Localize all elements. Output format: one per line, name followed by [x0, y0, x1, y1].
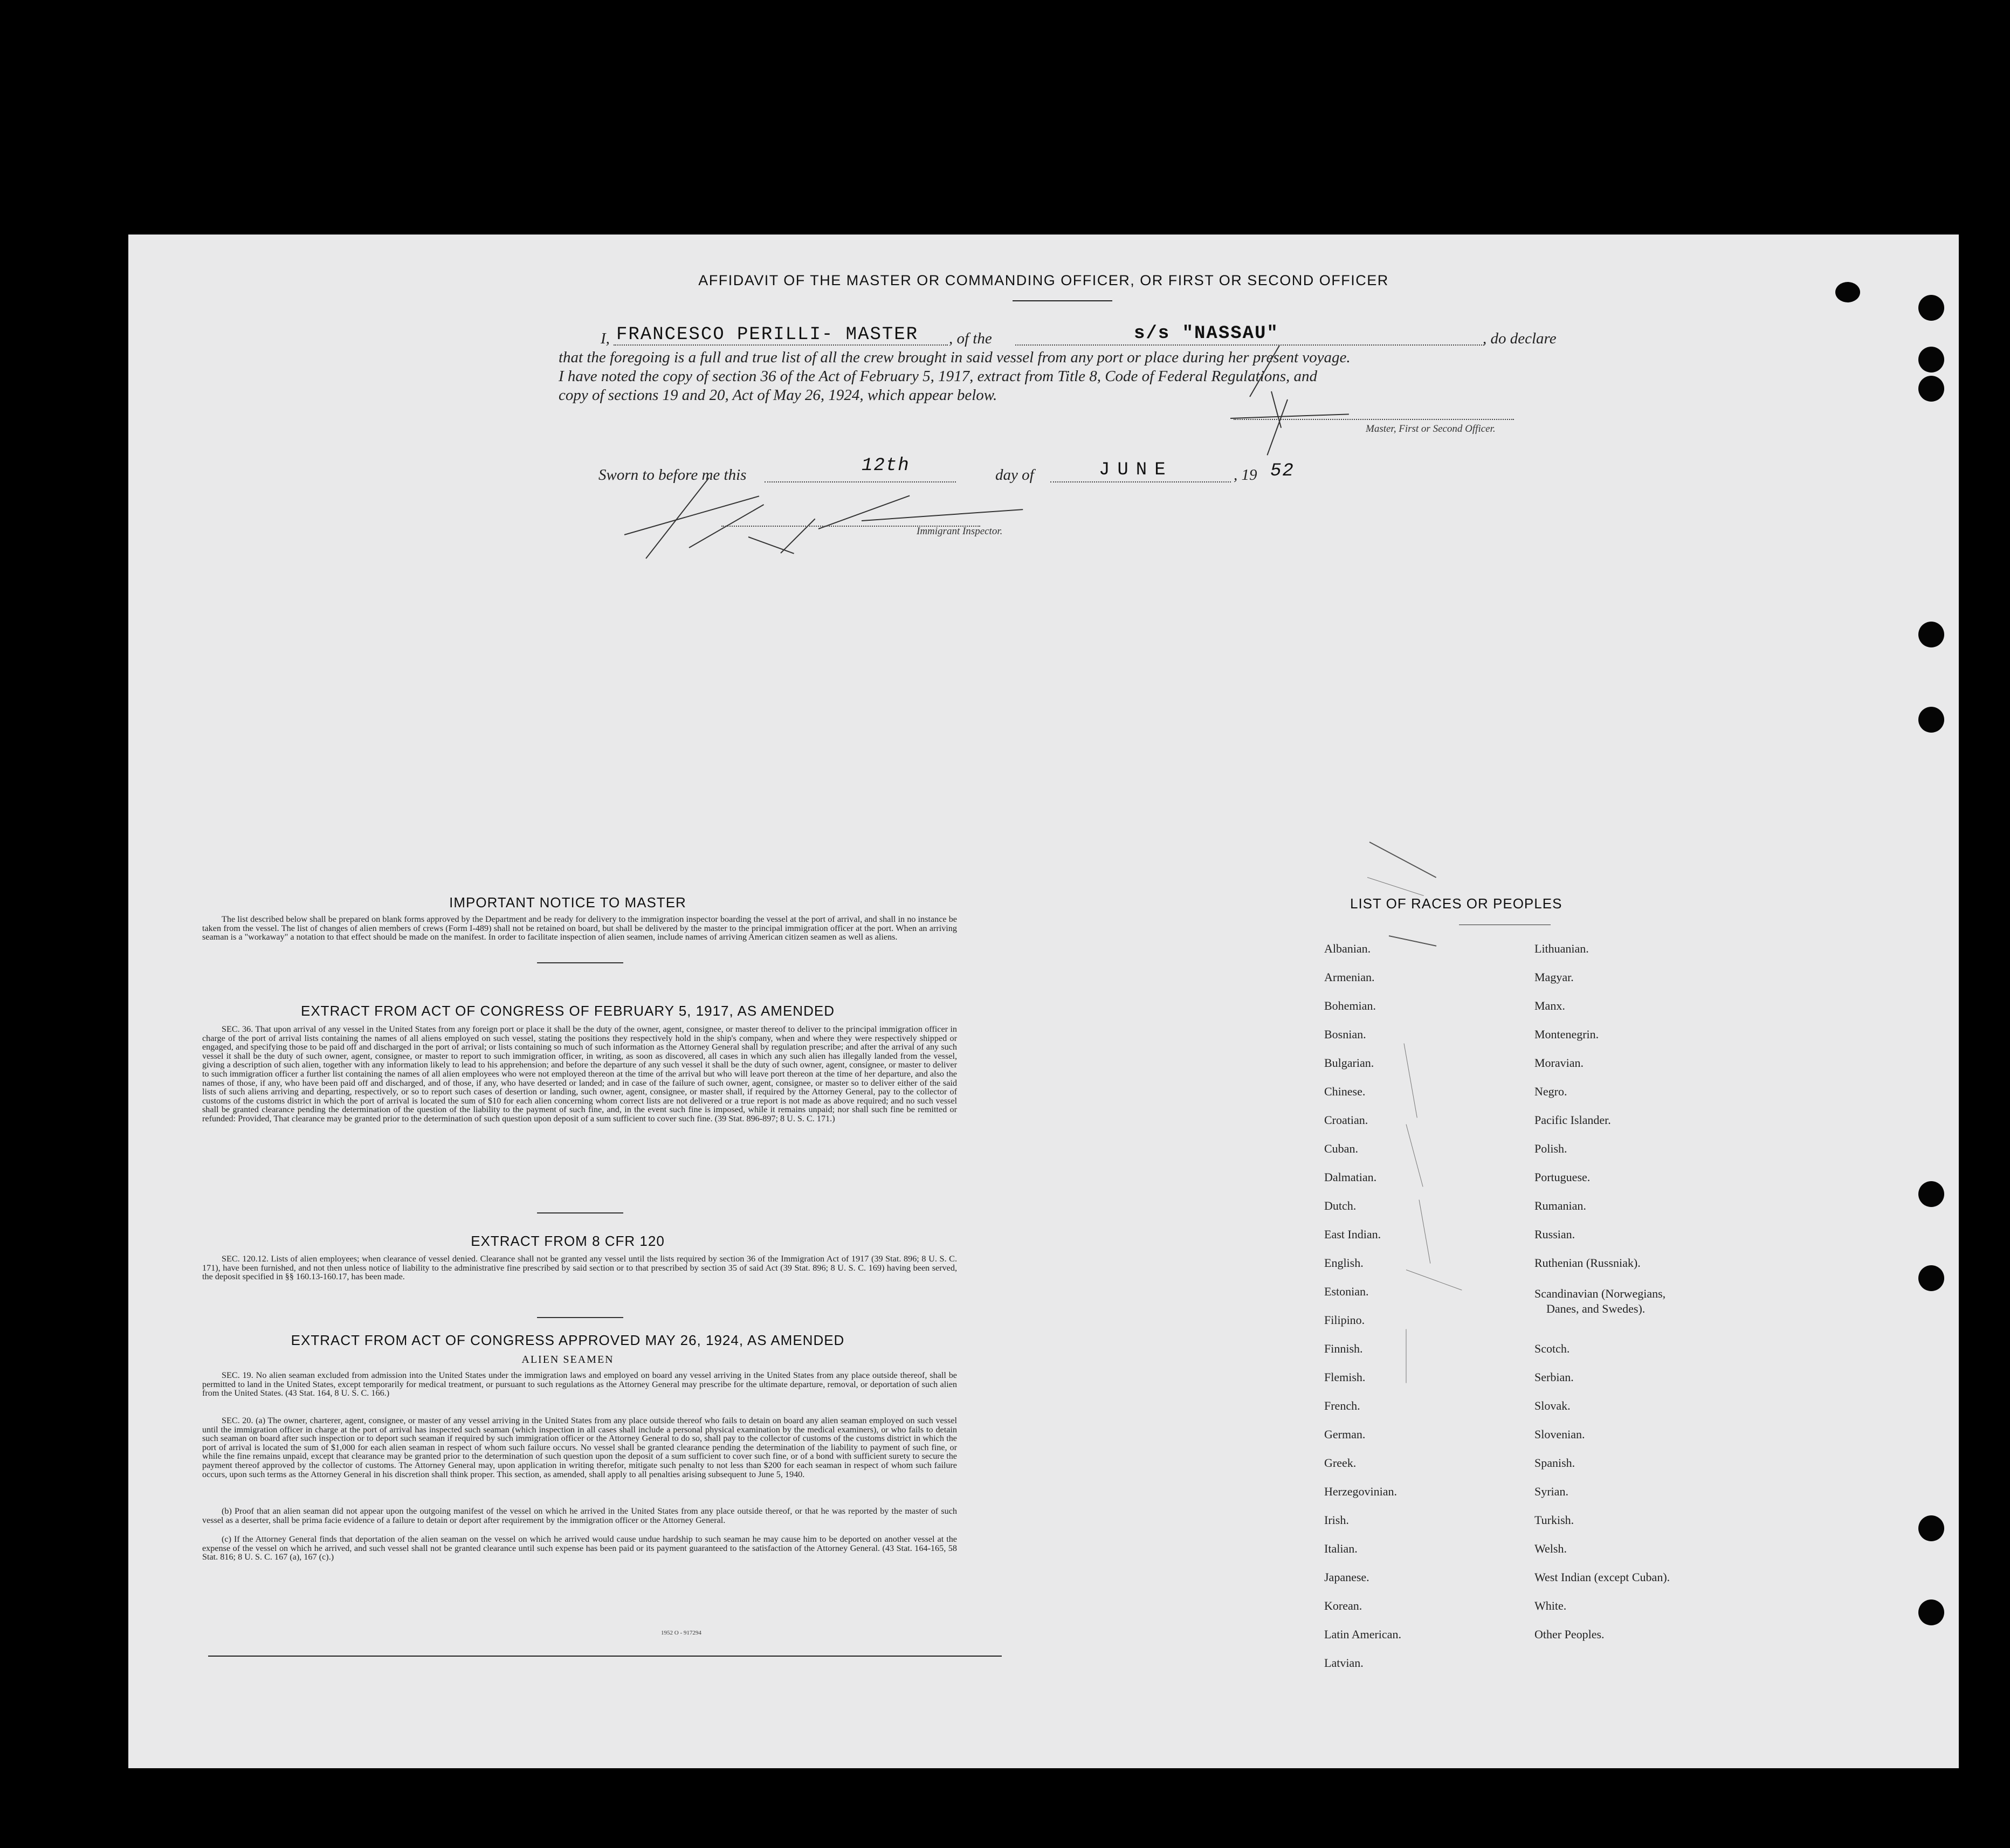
- day-of-label: day of: [995, 466, 1034, 484]
- divider: [537, 1317, 623, 1318]
- month-blank: [1050, 481, 1231, 482]
- race-item: Turkish.: [1534, 1513, 1574, 1527]
- punch-hole: [1918, 622, 1944, 647]
- notice-text: The list described below shall be prepared on blank forms approved by the Department and be ready for delivery to the immigration inspector boarding the vessel at the port of arrival, and shall in no instance be taken from the vessel. The list of changes of alien members of crews (Form I-489) shall not be retained on board, but shall be delivered by the master to the principal immigration officer at the port. When an arriving seaman is a "workaway" a notation to that effect should be made on the manifest. In order to facilitate inspection of alien seamen, include names of arriving American citizen seamen as well as aliens.: [202, 914, 957, 942]
- race-item: Negro.: [1534, 1085, 1567, 1098]
- race-item: Finnish.: [1324, 1342, 1363, 1355]
- race-item: Russian.: [1534, 1228, 1575, 1241]
- extract-1924-subtitle: ALIEN SEAMEN: [521, 1354, 614, 1366]
- punch-hole: [1918, 1181, 1944, 1207]
- race-item: Korean.: [1324, 1599, 1362, 1612]
- race-item: Greek.: [1324, 1456, 1357, 1470]
- race-item: Bohemian.: [1324, 999, 1376, 1012]
- divider: [537, 962, 623, 963]
- declaration-line-4: copy of sections 19 and 20, Act of May 26, 1924, which appear below.: [559, 387, 997, 404]
- race-item: Cuban.: [1324, 1142, 1358, 1155]
- races-title: LIST OF RACES OR PEOPLES: [1350, 895, 1562, 912]
- vessel-name-entry: s/s "NASSAU": [1134, 323, 1279, 344]
- sworn-prefix: Sworn to before me this: [598, 466, 747, 484]
- race-item: Montenegrin.: [1534, 1028, 1599, 1041]
- extract-cfr-title: EXTRACT FROM 8 CFR 120: [471, 1233, 665, 1249]
- master-signature-line: [1234, 419, 1514, 420]
- race-item: Albanian.: [1324, 942, 1371, 955]
- race-item: English.: [1324, 1256, 1364, 1270]
- race-item: Other Peoples.: [1534, 1628, 1605, 1641]
- race-item: Lithuanian.: [1534, 942, 1589, 955]
- affidavit-title: AFFIDAVIT OF THE MASTER OR COMMANDING OFFICER, OR FIRST OR SECOND OFFICER: [698, 272, 1389, 288]
- race-item: West Indian (except Cuban).: [1534, 1570, 1670, 1584]
- race-item: Ruthenian (Russniak).: [1534, 1256, 1641, 1270]
- race-item: Flemish.: [1324, 1370, 1366, 1384]
- divider: [537, 1212, 623, 1213]
- race-item: Dutch.: [1324, 1199, 1357, 1212]
- extract-1917-text: SEC. 36. That upon arrival of any vessel in the United States from any foreign port or place it shall be the duty of the owner, agent, consignee, or master thereof to deliver to the principal immigration officer in charge of the port of arrival lists containing the names of all aliens employed on such vessel, stating the positions they respectively hold in the ship's company, when and where they were respectively shipped or engaged, and specifying those to be paid off and discharged in the port of arrival; or lists containing so much of such information as the Attorney General shall by regulation prescribe; and after the arrival of any such vessel it shall be the duty of such owner, agent, consignee, or master to report to such immigration officer, in writing, as soon as discovered, all cases in which any such alien has illegally landed from the vessel, giving a description of such alien, together with any information likely to lead to his apprehension; and before the departure of any such vessel it shall be the duty of such owner, agent, consignee, or master to deliver to such immigration officer a further list containing the names of all alien employees who were not employed thereon at the time of the arrival but who will leave port thereon at the time of her departure, and also the names of those, if any, who have been paid off and discharged, and of those, if any, who have deserted or landed; and in case of the failure of such owner, agent, consignee, or master so to deliver either of the said lists of such aliens arriving and departing, respectively, or so to report such cases of desertion or landing, such owner, agent, consignee, or master shall, if required by the Attorney General, pay to the collector of customs of the customs district in which the port of arrival is located the sum of $10 for each alien concerning whom correct lists are not delivered or a true report is not made as above required; and no such vessel shall be granted clearance pending the determination of the question of the liability to the payment of such fine, and, in the event such fine is imposed, while it remains unpaid; nor shall such fine be remitted or refunded: Provided, That clearance may be granted prior to the determination of such question upon deposit of a sum sufficient to cover such fine. (39 Stat. 896-897; 8 U. S. C. 171.): [202, 1024, 957, 1123]
- year-entry: 52: [1270, 461, 1295, 481]
- race-item: Estonian.: [1324, 1285, 1369, 1298]
- race-item: Slovak.: [1534, 1399, 1571, 1412]
- punch-hole: [1918, 707, 1944, 733]
- race-item: White.: [1534, 1599, 1567, 1612]
- sec20b-text: (b) Proof that an alien seaman did not appear upon the outgoing manifest of the vessel on which he arrived in the United States from any place outside thereof, or that he was reported by the master of such vessel as a deserter, shall be prima facie evidence of a failure to detain or deport after requirement by the immigration officer or the Attorney General.: [202, 1506, 957, 1525]
- master-caption: Master, First or Second Officer.: [1366, 423, 1496, 435]
- declaration-line-3: I have noted the copy of section 36 of the Act of February 5, 1917, extract from Title 8, Code of Federal Regulations, and: [559, 368, 1318, 385]
- vessel-blank: [1015, 344, 1484, 346]
- race-item: Rumanian.: [1534, 1199, 1586, 1212]
- punch-hole: [1918, 1599, 1944, 1625]
- race-item: Polish.: [1534, 1142, 1567, 1155]
- do-declare-label: , do declare: [1483, 330, 1557, 347]
- master-name-entry: FRANCESCO PERILLI- MASTER: [616, 325, 919, 345]
- race-item: Syrian.: [1534, 1485, 1568, 1498]
- race-item: Spanish.: [1534, 1456, 1575, 1470]
- punch-hole: [1918, 1515, 1944, 1541]
- race-item: Filipino.: [1324, 1313, 1365, 1327]
- punch-hole: [1918, 1265, 1944, 1291]
- race-item: Latvian.: [1324, 1656, 1364, 1670]
- race-item: Chinese.: [1324, 1085, 1366, 1098]
- race-item: Bosnian.: [1324, 1028, 1366, 1041]
- race-item: Manx.: [1534, 999, 1565, 1012]
- print-code: 1952 O - 917294: [661, 1630, 701, 1636]
- notice-title: IMPORTANT NOTICE TO MASTER: [449, 894, 686, 911]
- day-blank: [765, 481, 956, 482]
- sworn-day-entry: 12th: [862, 456, 910, 476]
- race-item: Latin American.: [1324, 1628, 1401, 1641]
- race-item: Portuguese.: [1534, 1170, 1591, 1184]
- race-item: Welsh.: [1534, 1542, 1567, 1555]
- race-item: Moravian.: [1534, 1056, 1584, 1070]
- race-item: Danes, and Swedes).: [1546, 1302, 1646, 1315]
- sec19-text: SEC. 19. No alien seaman excluded from admission into the United States under the immigration laws and employed on board any vessel arriving in the United States from any place outside thereof, shall be permitted to land in the United States, except temporarily for medical treatment, or pursuant to such regulations as the Attorney General may prescribe for the ultimate departure, removal, or deportation of such alien from the United States. (43 Stat. 164, 8 U. S. C. 166.): [202, 1370, 957, 1398]
- of-the-label: , of the: [949, 330, 992, 347]
- punch-hole: [1918, 295, 1944, 321]
- punch-hole: [1918, 347, 1944, 373]
- bottom-rule: [208, 1656, 1002, 1657]
- race-item: Armenian.: [1324, 970, 1375, 984]
- race-item: Herzegovinian.: [1324, 1485, 1397, 1498]
- race-item: German.: [1324, 1428, 1366, 1441]
- year-prefix: , 19: [1234, 466, 1257, 484]
- sworn-month-entry: JUNE: [1099, 460, 1173, 480]
- race-item: Italian.: [1324, 1542, 1358, 1555]
- declaration-prefix: I,: [601, 330, 610, 347]
- race-item: Slovenian.: [1534, 1428, 1585, 1441]
- race-item: Scandinavian (Norwegians,: [1534, 1287, 1666, 1300]
- race-item: Pacific Islander.: [1534, 1113, 1611, 1127]
- race-item: Croatian.: [1324, 1113, 1368, 1127]
- race-item: Magyar.: [1534, 970, 1574, 984]
- sec20a-text: SEC. 20. (a) The owner, charterer, agent, consignee, or master of any vessel arriving in the United States from any place outside thereof who fails to detain on board any alien seaman employed on such vessel until the immigration officer in charge at the port of arrival has inspected such seaman (which inspection in all cases shall include a personal physical examination by the medical examiners), or who fails to detain such seaman on board after such inspection or to deport such seaman if required by such immigration officer or the Attorney General to do so, shall pay to the collector of customs of the customs district in which the port of arrival is located the sum of $1,000 for each alien seaman in respect of whom such failure occurs. No vessel shall be granted clearance pending the determination of the liability to payment of such fine, or while the fine remains unpaid, except that clearance may be granted prior to the determination of such question upon the deposit of a sum sufficient to cover such fine, or of a bond with sufficient surety to secure the payment thereof approved by the collector of customs. The Attorney General may, upon application in writing therefor, mitigate such penalty to not less than $200 for each seaman in respect of whom such failure occurs, upon such terms as the Attorney General in his discretion shall think proper. This section, as amended, shall apply to all penalties arising subsequent to June 5, 1940.: [202, 1416, 957, 1479]
- sec20c-text: (c) If the Attorney General finds that deportation of the alien seaman on the vessel on which he arrived would cause undue hardship to such seaman he may cause him to be deported on another vessel at the expense of the vessel on which he arrived, and such vessel shall not be granted clearance until such expense has been paid or its payment guaranteed to the satisfaction of the Attorney General. (43 Stat. 164-165, 58 Stat. 816; 8 U. S. C. 167 (a), 167 (c).): [202, 1534, 957, 1562]
- punch-hole: [1918, 376, 1944, 402]
- race-item: Bulgarian.: [1324, 1056, 1374, 1070]
- race-item: East Indian.: [1324, 1228, 1381, 1241]
- race-item: Serbian.: [1534, 1370, 1574, 1384]
- divider: [1013, 300, 1112, 301]
- extract-1924-title: EXTRACT FROM ACT OF CONGRESS APPROVED MAY 26, 1924, AS AMENDED: [291, 1332, 845, 1348]
- race-item: French.: [1324, 1399, 1360, 1412]
- declaration-line-2: that the foregoing is a full and true list of all the crew brought in said vessel from any port or place during her present voyage.: [559, 349, 1351, 366]
- race-item: Dalmatian.: [1324, 1170, 1377, 1184]
- race-item: Scotch.: [1534, 1342, 1570, 1355]
- extract-cfr-text: SEC. 120.12. Lists of alien employees; when clearance of vessel denied. Clearance shall not be granted any vessel until the lists required by section 36 of the Immigration Act of 1917 (39 Stat. 896; 8 U. S. C. 171), have been furnished, and not then unless notice of liability to the administrative fine prescribed by said section or to that prescribed by section 35 of said Act (39 Stat. 896; 8 U. S. C. 169) having been served, the deposit specified in §§ 160.13-160.17, has been made.: [202, 1254, 957, 1282]
- manifest-page: [128, 235, 1959, 1768]
- inspector-caption: Immigrant Inspector.: [917, 526, 1003, 537]
- race-item: Japanese.: [1324, 1570, 1369, 1584]
- extract-1917-title: EXTRACT FROM ACT OF CONGRESS OF FEBRUARY 5, 1917, AS AMENDED: [301, 1003, 835, 1019]
- race-item: Irish.: [1324, 1513, 1349, 1527]
